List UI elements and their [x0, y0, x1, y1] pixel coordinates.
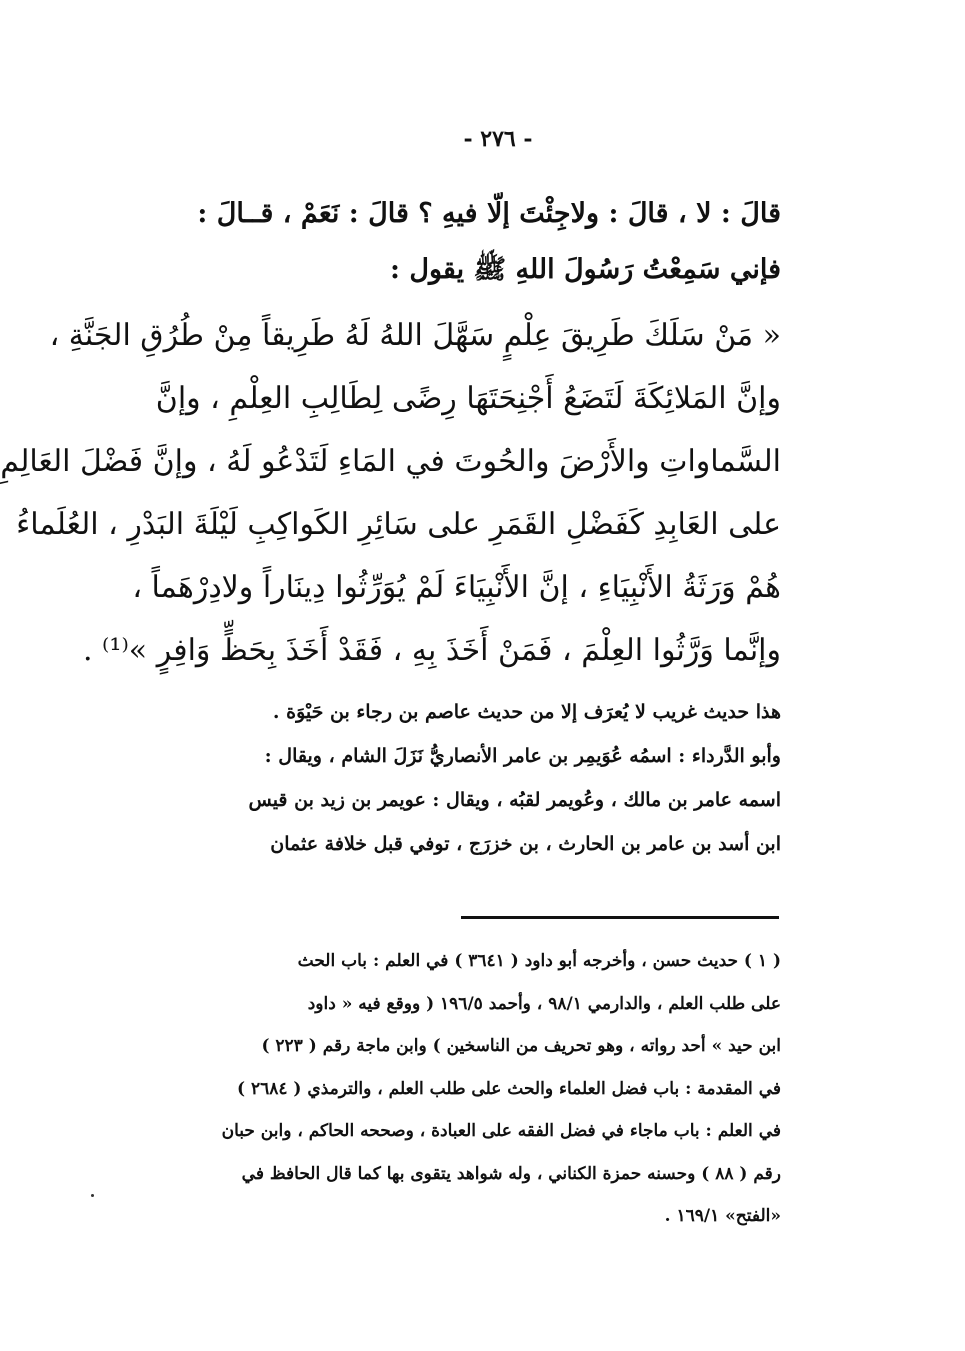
intro-paragraph — [126, 186, 781, 298]
hadith-line: السَّماواتِ والأَرْضَ والحُوتَ في المَاءِ لَتَدْعُو لَهُ ، وإنَّ فَضْلَ العَالِمِ — [0, 444, 781, 479]
commentary-line: ابن أسد بن عامر بن الحارث ، بن خزرَج ، توفي قبل خلافة عثمان — [270, 833, 781, 855]
hadith-paragraph — [0, 304, 781, 682]
hadith-line: وإنَّ المَلائِكَةَ لَتَضَعُ أَجْنِحَتَهَا رِضًى لِطَالِبِ العِلْمِ ، وإنَّ — [155, 381, 781, 416]
footnote-line: ابن حيد » أحد رواته ، وهو تحريف من الناسخين ) وابن ماجة رقم ( ٢٢٣ ) — [261, 1036, 781, 1056]
text-line: قالَ : لا ، قالَ : ولاجِئْتَ إلّا فيهِ ؟ قالَ : نَعَمْ ، قــالَ : — [197, 198, 781, 229]
page-number: - ٢٧٦ - — [463, 126, 533, 152]
footnote-line: ( ١ ) حديث حسن ، وأخرجه أبو داود ( ٣٦٤١ ) في العلم : باب الحث — [297, 951, 781, 971]
footnote-line: رقم ( ٨٨ ) وحسنه حمزة الكناني ، وله شواهد يتقوى بها كما قال الحافظ في — [241, 1163, 781, 1184]
text-line: فإني سَمِعْتُ رَسُولَ اللهِ ﷺ يقول : — [389, 254, 781, 285]
footnote-line: «الفتح» ١٦٩/١ . — [664, 1206, 781, 1226]
footnote-line: على طلب العلم ، والدارمي ٩٨/١ ، وأحمد ١٩٦/٥ ( ووقع فيه « داود — [307, 993, 781, 1014]
hadith-line: على العَابِدِ كَفَضْلِ القَمَرِ على سَائِرِ الكَواكِبِ لَيْلَةَ البَدْرِ ، العُلَماءُ — [16, 507, 781, 542]
commentary-line: هذا حديث غريب لا يُعرَف إلا من حديث عاصم بن رجاء بن حَيْوَة . — [272, 701, 781, 723]
scan-speck — [91, 1194, 94, 1197]
commentary-paragraph — [126, 690, 781, 866]
footnote-line: في المقدمة : باب فضل العلماء والحث على طلب العلم ، والترمذي ( ٢٦٨٤ ) — [237, 1078, 781, 1099]
footnote-divider — [461, 916, 779, 919]
commentary-line: اسمه عامر بن مالك ، وعُويمر لقبُه ، ويقال : عويمر بن زيد بن قيس — [248, 789, 781, 811]
footnote-line: في العلم : باب ماجاء في فضل الفقه على العبادة ، وصححه الحاكم ، وابن حبان — [221, 1121, 781, 1141]
footnotes — [131, 940, 781, 1238]
hadith-line: وإنَّما وَرَّثُوا العِلْمَ ، فَمَنْ أَخَذَ بِهِ ، فَقَدْ أَخَذَ بِحَظٍّ وَافِرٍ »⁽¹⁾ . — [82, 633, 781, 668]
hadith-line: « مَنْ سَلَكَ طَرِيقَ عِلْمٍ سَهَّلَ اللهُ لَهُ طَرِيقاً مِنْ طُرُقِ الجَنَّةِ ، — [49, 318, 781, 353]
hadith-line: هُمْ وَرَثَةُ الأَنْبِيَاءِ ، إنَّ الأَنْبِيَاءَ لَمْ يُوَرِّثُوا دِينَاراً ولادِرْهَماً ، — [132, 570, 781, 605]
main-text — [0, 186, 781, 866]
commentary-line: وأبو الدَّرداء : اسمُه عُوَيمِر بن عامر الأنصاريُّ نَزَلَ الشام ، ويقال : — [264, 745, 781, 767]
